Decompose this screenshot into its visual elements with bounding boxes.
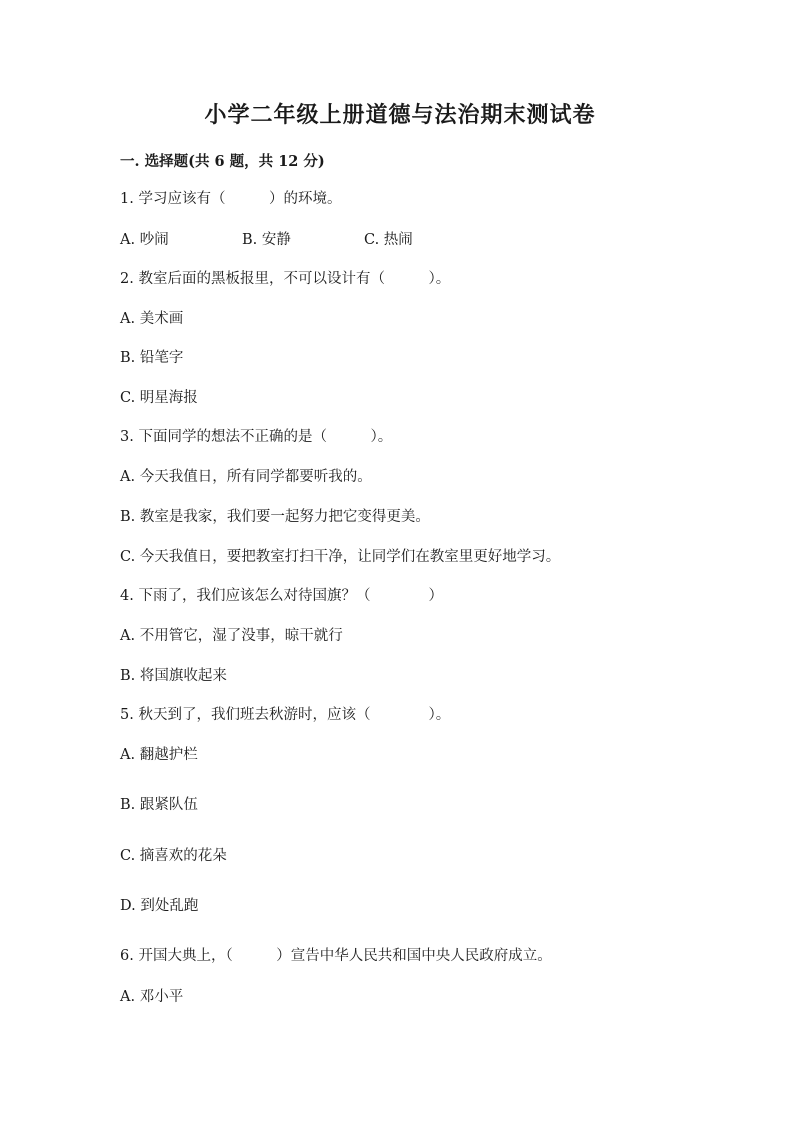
- question-3-option-a: A. 今天我值日，所有同学都要听我的。: [120, 469, 372, 485]
- question-5-option-c: C. 摘喜欢的花朵: [120, 848, 227, 864]
- question-2-stem: 2. 教室后面的黑板报里，不可以设计有（ ）。: [120, 271, 451, 287]
- exam-title: 小学二年级上册道德与法治期末测试卷: [204, 102, 596, 128]
- question-3-stem: 3. 下面同学的想法不正确的是（ ）。: [120, 429, 393, 445]
- question-3-option-c: C. 今天我值日，要把教室打扫干净，让同学们在教室里更好地学习。: [120, 549, 561, 565]
- question-1-option-a: A. 吵闹: [120, 232, 169, 248]
- question-5-option-b: B. 跟紧队伍: [120, 797, 198, 813]
- question-5-stem: 5. 秋天到了，我们班去秋游时，应该（ ）。: [120, 707, 451, 723]
- question-6-stem: 6. 开国大典上，（ ）宣告中华人民共和国中央人民政府成立。: [120, 948, 552, 964]
- question-4-stem: 4. 下雨了，我们应该怎么对待国旗？（ ）: [120, 588, 443, 604]
- question-4-option-a: A. 不用管它，湿了没事，晾干就行: [120, 628, 343, 644]
- question-2-option-c: C. 明星海报: [120, 390, 198, 406]
- question-2-option-b: B. 铅笔字: [120, 350, 184, 366]
- question-1-stem: 1. 学习应该有（ ）的环境。: [120, 191, 342, 207]
- question-2-option-a: A. 美术画: [120, 311, 184, 327]
- section-heading: 一. 选择题(共 6 题，共 12 分): [120, 153, 325, 170]
- question-5-option-d: D. 到处乱跑: [120, 898, 199, 914]
- question-6-option-a: A. 邓小平: [120, 989, 184, 1005]
- question-3-option-b: B. 教室是我家，我们要一起努力把它变得更美。: [120, 509, 430, 525]
- question-1-option-c: C. 热闹: [364, 232, 413, 248]
- question-4-option-b: B. 将国旗收起来: [120, 668, 227, 684]
- question-5-option-a: A. 翻越护栏: [120, 747, 198, 763]
- question-1-option-b: B. 安静: [242, 232, 291, 248]
